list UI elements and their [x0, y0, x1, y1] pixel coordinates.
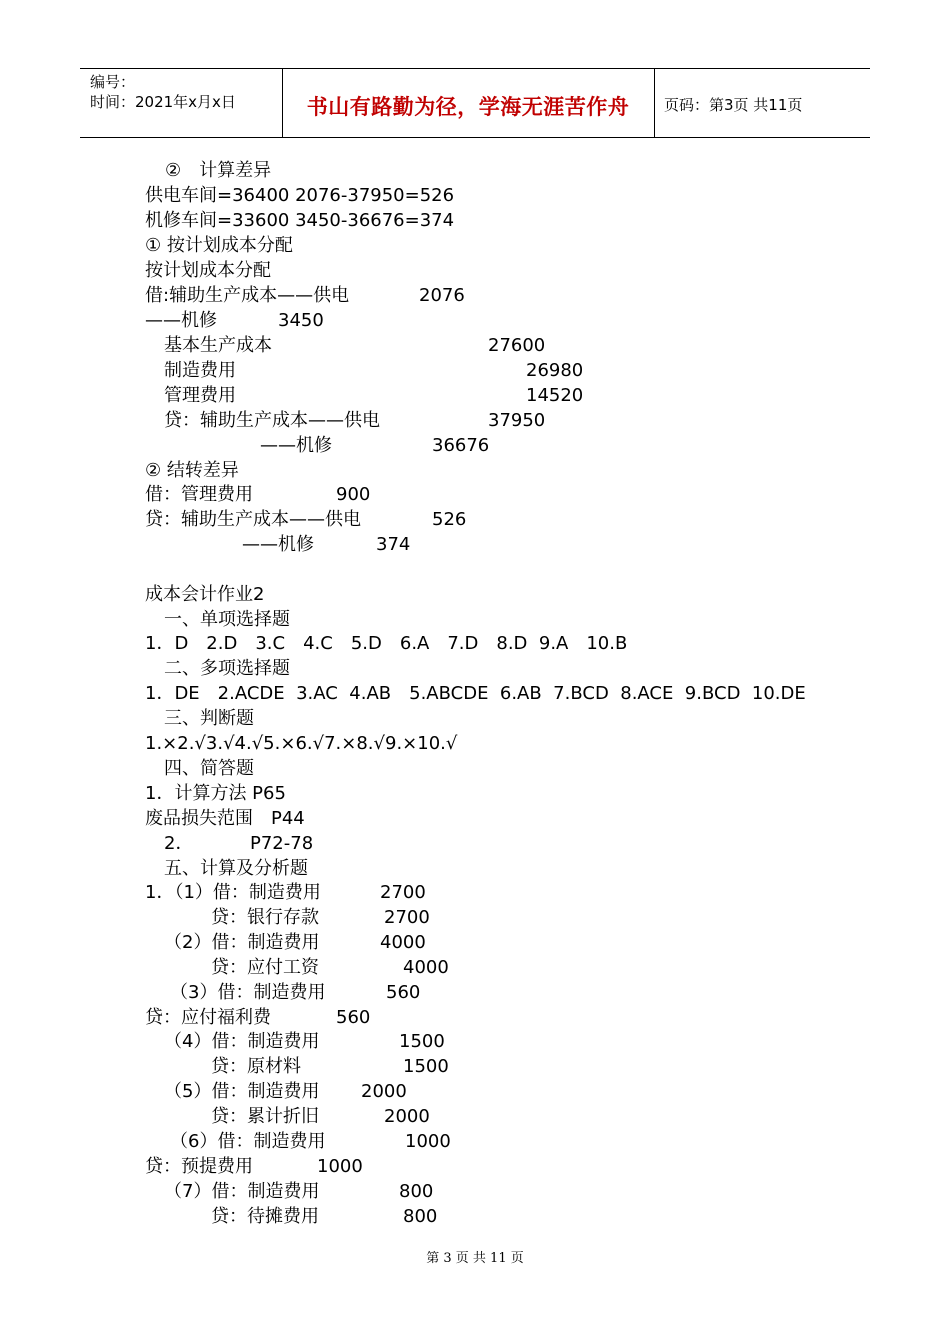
text-line: 基本生产成本 — [164, 335, 272, 356]
amount: 27600 — [488, 335, 546, 356]
text-line: 贷：预提费用 — [145, 1156, 253, 1177]
section-heading: 五、计算及分析题 — [164, 858, 308, 879]
text-line: （3）借：制造费用 — [170, 982, 326, 1003]
answer-line: 1．D 2.D 3.C 4.C 5.D 6.A 7.D 8.D 9.A 10.B — [145, 633, 628, 654]
amount: 900 — [336, 484, 371, 505]
document-number: 编号： — [90, 73, 136, 91]
section-title: 成本会计作业2 — [145, 584, 265, 605]
text-line: ——机修 — [260, 435, 332, 456]
amount: 37950 — [488, 410, 546, 431]
text-line: 贷：银行存款 — [211, 907, 319, 928]
answer-line: 1.×2.√3.√4.√5.×6.√7.×8.√9.×10.√ — [145, 733, 458, 754]
text-line: 1．（1）借：制造费用 — [145, 882, 321, 903]
amount: 800 — [399, 1181, 434, 1202]
amount: 3450 — [278, 310, 324, 331]
amount: 1000 — [317, 1156, 363, 1177]
text-line: 贷：待摊费用 — [211, 1206, 319, 1227]
section-heading: 三、判断题 — [164, 708, 254, 729]
text-line: （7）借：制造费用 — [164, 1181, 320, 1202]
text-line: 贷：应付福利费 — [145, 1007, 271, 1028]
page-indicator: 页码：第3页 共11页 — [664, 96, 803, 114]
text-line: 贷：原材料 — [211, 1056, 301, 1077]
text-line: ② 结转差异 — [145, 460, 239, 481]
amount: 2000 — [361, 1081, 407, 1102]
text-line: （4）借：制造费用 — [164, 1031, 320, 1052]
amount: 26980 — [526, 360, 584, 381]
text-line: 2． — [164, 833, 194, 854]
amount: 374 — [376, 534, 411, 555]
amount: 526 — [432, 509, 467, 530]
amount: 560 — [336, 1007, 371, 1028]
amount: 36676 — [432, 435, 490, 456]
text-line: 供电车间=36400 2076-37950=526 — [145, 185, 455, 206]
text-line: 借：管理费用 — [145, 484, 253, 505]
page-footer: 第 3 页 共 11 页 — [426, 1251, 524, 1266]
text-line: 制造费用 — [164, 360, 236, 381]
amount: 2076 — [419, 285, 465, 306]
header-motto: 书山有路勤为径，学海无涯苦作舟 — [306, 95, 630, 119]
amount: 1000 — [405, 1131, 451, 1152]
section-heading: 二、多项选择题 — [164, 658, 290, 679]
document-date: 时间：2021年x月x日 — [90, 93, 236, 111]
amount: 2700 — [380, 882, 426, 903]
amount: 1500 — [399, 1031, 445, 1052]
text-line: ——机修 — [145, 310, 217, 331]
text-line: ——机修 — [242, 534, 314, 555]
section-heading: 一、单项选择题 — [164, 609, 290, 630]
text-line: ① 按计划成本分配 — [145, 235, 293, 256]
text-line: （2）借：制造费用 — [164, 932, 320, 953]
amount: 560 — [386, 982, 421, 1003]
amount: 2000 — [384, 1106, 430, 1127]
text-line: 借:辅助生产成本——供电 — [145, 285, 350, 306]
answer-line: 1．DE 2.ACDE 3.AC 4.AB 5.ABCDE 6.AB 7.BCD 8.ACE 9.BCD 10.DE — [145, 683, 806, 704]
text-line: 贷：应付工资 — [211, 957, 319, 978]
amount: 4000 — [380, 932, 426, 953]
text-line: （5）借：制造费用 — [164, 1081, 320, 1102]
text-line: 按计划成本分配 — [145, 260, 271, 281]
amount: 1500 — [403, 1056, 449, 1077]
text-line: 贷：累计折旧 — [211, 1106, 319, 1127]
text-line: 1．计算方法 P65 — [145, 783, 286, 804]
text-line: 贷：辅助生产成本——供电 — [145, 509, 361, 530]
text-line: 机修车间=33600 3450-36676=374 — [145, 210, 455, 231]
section-heading: 四、简答题 — [164, 758, 254, 779]
amount: 800 — [403, 1206, 438, 1227]
text-line: （6）借：制造费用 — [170, 1131, 326, 1152]
amount: 14520 — [526, 385, 584, 406]
text-line: P72-78 — [250, 833, 314, 854]
amount: 4000 — [403, 957, 449, 978]
text-line: 管理费用 — [164, 385, 236, 406]
text-line: ② 计算差异 — [165, 160, 272, 181]
text-line: 贷：辅助生产成本——供电 — [164, 410, 380, 431]
text-line: 废品损失范围 P44 — [145, 808, 305, 829]
amount: 2700 — [384, 907, 430, 928]
